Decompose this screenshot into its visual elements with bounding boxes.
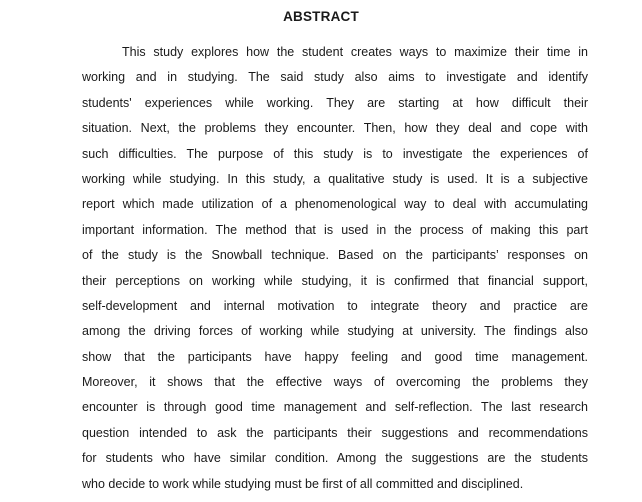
paragraph-line: encounter is through good time management and self-reflection. The last research xyxy=(82,400,588,415)
paragraph-line: such difficulties. The purpose of this study is to investigate the experiences of xyxy=(82,146,588,161)
paragraph-line: who decide to work while studying must be first of all committed and disciplined. xyxy=(82,476,524,491)
paragraph-line: This study explores how the student creates ways to maximize their time in xyxy=(122,45,588,59)
abstract-heading: ABSTRACT xyxy=(283,9,359,24)
abstract-paragraph xyxy=(82,45,588,502)
paragraph-line: important information. The method that is used in the process of making this part xyxy=(82,222,588,237)
paragraph-line: situation. Next, the problems they encounter. Then, how they deal and cope with xyxy=(82,121,588,136)
paragraph-line: self-development and internal motivation to integrate theory and practice are xyxy=(82,298,588,313)
paragraph-line: students' experiences while working. They are starting at how difficult their xyxy=(82,95,588,110)
paragraph-line: among the driving forces of working while studying at university. The findings also xyxy=(82,324,588,339)
paragraph-line: working while studying. In this study, a qualitative study is used. It is a subjective xyxy=(82,171,588,186)
paragraph-line: of the study is the Snowball technique. Based on the participants’ responses on xyxy=(82,248,588,263)
paragraph-line: show that the participants have happy feeling and good time management. xyxy=(82,349,588,364)
paragraph-line: their perceptions on working while studying, it is confirmed that financial support, xyxy=(82,273,588,288)
paragraph-line: for students who have similar condition. Among the suggestions are the students xyxy=(82,451,588,466)
paragraph-line: working and in studying. The said study also aims to investigate and identify xyxy=(82,70,588,85)
paragraph-line: question intended to ask the participants their suggestions and recommendations xyxy=(82,425,588,440)
paragraph-line: Moreover, it shows that the effective ways of overcoming the problems they xyxy=(82,375,588,390)
paragraph-line: report which made utilization of a phenomenological way to deal with accumulating xyxy=(82,197,588,212)
